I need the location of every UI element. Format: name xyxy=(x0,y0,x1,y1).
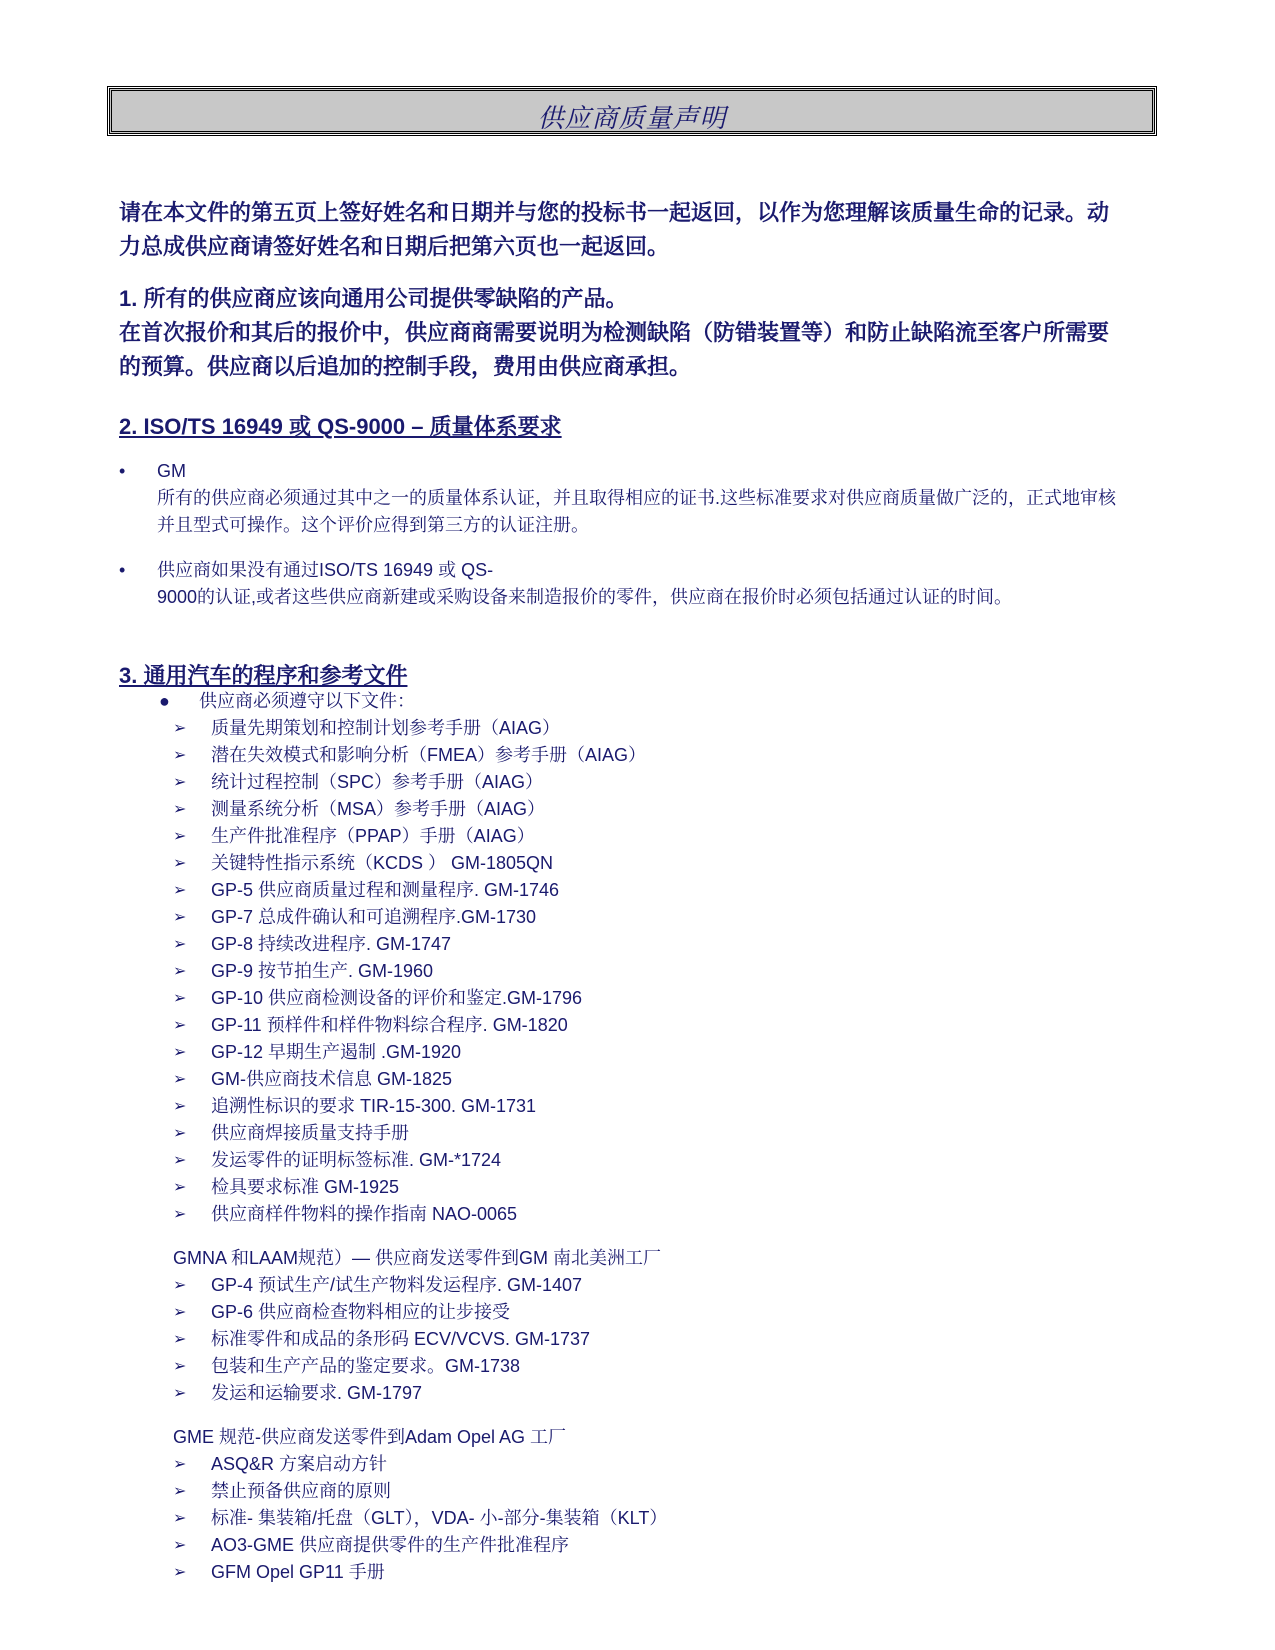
list-item-text: 统计过程控制（SPC）参考手册（AIAG） xyxy=(211,772,544,792)
arrow-bullet-icon: ➢ xyxy=(173,720,187,737)
bullet-dot-icon: • xyxy=(119,461,126,481)
list-item xyxy=(159,715,1139,742)
arrow-bullet-icon: ➢ xyxy=(173,1098,187,1115)
list-item xyxy=(159,958,1139,985)
arrow-bullet-icon: ➢ xyxy=(173,1152,187,1169)
list-item xyxy=(159,1093,1139,1120)
bullet-text: 9000的认证,或者这些供应商新建或采购设备来制造报价的零件，供应商在报价时必须包括通过认证的时间。 xyxy=(157,587,1013,607)
arrow-bullet-icon: ➢ xyxy=(173,1456,187,1473)
list-item xyxy=(159,1012,1139,1039)
arrow-bullet-icon: ➢ xyxy=(173,1510,187,1527)
document-items xyxy=(159,715,1139,1228)
arrow-bullet-icon: ➢ xyxy=(173,936,187,953)
gmna-items xyxy=(159,1272,1139,1407)
page-title: 供应商质量声明 xyxy=(537,103,727,133)
title-box xyxy=(109,88,1155,134)
list-item-text: GFM Opel GP11 手册 xyxy=(211,1562,385,1582)
arrow-bullet-icon: ➢ xyxy=(173,963,187,980)
arrow-bullet-icon: ➢ xyxy=(173,882,187,899)
arrow-bullet-icon: ➢ xyxy=(173,1277,187,1294)
arrow-bullet-icon: ➢ xyxy=(173,1179,187,1196)
intro-paragraph: 请在本文件的第五页上签好姓名和日期并与您的投标书一起返回，以作为您理解该质量生命的记录。动力总成供应商请签好姓名和日期后把第六页也一起返回。 xyxy=(119,200,1110,259)
arrow-bullet-icon: ➢ xyxy=(173,801,187,818)
bullet-dot-icon: ● xyxy=(159,691,170,711)
arrow-bullet-icon: ➢ xyxy=(173,990,187,1007)
list-item-text: GP-7 总成件确认和可追溯程序.GM-1730 xyxy=(211,907,537,927)
section-3-heading: 3. 通用汽车的程序和参考文件 xyxy=(119,663,408,688)
group-heading-gmna: GMNA 和LAAM规范）— 供应商发送零件到GM 南北美洲工厂 xyxy=(173,1248,662,1268)
arrow-bullet-icon: ➢ xyxy=(173,909,187,926)
section-1-heading: 1. 所有的供应商应该向通用公司提供零缺陷的产品。 xyxy=(119,286,628,311)
list-item xyxy=(159,1451,1139,1478)
arrow-bullet-icon: ➢ xyxy=(173,747,187,764)
arrow-bullet-icon: ➢ xyxy=(173,855,187,872)
list-item-text: 标准- 集装箱/托盘（GLT），VDA- 小-部分-集装箱（KLT） xyxy=(211,1508,668,1528)
list-item-text: GP-9 按节拍生产. GM-1960 xyxy=(211,961,434,981)
arrow-bullet-icon: ➢ xyxy=(173,1044,187,1061)
list-item xyxy=(159,1066,1139,1093)
list-item xyxy=(159,1201,1139,1228)
list-item-text: 关键特性指示系统（KCDS ） GM-1805QN xyxy=(211,853,554,873)
list-item xyxy=(159,1505,1139,1532)
list-item-text: GP-12 早期生产遏制 .GM-1920 xyxy=(211,1042,462,1062)
list-item-text: 供应商焊接质量支持手册 xyxy=(211,1123,409,1143)
arrow-bullet-icon: ➢ xyxy=(173,1564,187,1581)
list-item xyxy=(159,904,1139,931)
arrow-bullet-icon: ➢ xyxy=(173,828,187,845)
section-1 xyxy=(119,282,1129,384)
list-item xyxy=(159,1326,1139,1353)
bullet-label: GM xyxy=(157,461,186,481)
arrow-bullet-icon: ➢ xyxy=(173,1017,187,1034)
list-item-text: GP-11 预样件和样件物料综合程序. GM-1820 xyxy=(211,1015,568,1035)
list-item xyxy=(159,1174,1139,1201)
arrow-bullet-icon: ➢ xyxy=(173,1331,187,1348)
list-item xyxy=(159,823,1139,850)
list-item-text: AO3-GME 供应商提供零件的生产件批准程序 xyxy=(211,1535,570,1555)
list-item-text: GP-4 预试生产/试生产物料发运程序. GM-1407 xyxy=(211,1275,583,1295)
list-item-text: GP-5 供应商质量过程和测量程序. GM-1746 xyxy=(211,880,560,900)
arrow-bullet-icon: ➢ xyxy=(173,1125,187,1142)
list-item xyxy=(159,1353,1139,1380)
reference-document-list xyxy=(159,688,1139,1586)
list-item-text: 测量系统分析（MSA）参考手册（AIAG） xyxy=(211,799,546,819)
section-2-heading: 2. ISO/TS 16949 或 QS-9000 – 质量体系要求 xyxy=(119,414,562,439)
list-item xyxy=(159,1532,1139,1559)
bullet-label: 供应商如果没有通过ISO/TS 16949 或 QS- xyxy=(157,560,494,580)
list-lead-text: 供应商必须遵守以下文件： xyxy=(199,691,415,711)
list-item-text: GP-6 供应商检查物料相应的让步接受 xyxy=(211,1302,511,1322)
list-item xyxy=(159,1380,1139,1407)
arrow-bullet-icon: ➢ xyxy=(173,1304,187,1321)
list-item xyxy=(159,877,1139,904)
list-item-text: 追溯性标识的要求 TIR-15-300. GM-1731 xyxy=(211,1096,537,1116)
arrow-bullet-icon: ➢ xyxy=(173,1071,187,1088)
arrow-bullet-icon: ➢ xyxy=(173,1358,187,1375)
list-item-text: 检具要求标准 GM-1925 xyxy=(211,1177,400,1197)
list-item xyxy=(159,769,1139,796)
list-item xyxy=(159,1559,1139,1586)
list-item xyxy=(159,796,1139,823)
list-item xyxy=(159,1120,1139,1147)
list-item-text: GM-供应商技术信息 GM-1825 xyxy=(211,1069,453,1089)
list-item-text: 禁止预备供应商的原则 xyxy=(211,1481,391,1501)
bullet-dot-icon: • xyxy=(119,560,126,580)
bullet-text: 所有的供应商必须通过其中之一的质量体系认证，并且取得相应的证书.这些标准要求对供应商质量做广泛的，正式地审核并且型式可操作。这个评价应得到第三方的认证注册。 xyxy=(157,488,1116,535)
list-item xyxy=(159,742,1139,769)
list-item-text: 生产件批准程序（PPAP）手册（AIAG） xyxy=(211,826,535,846)
list-item-text: 发运零件的证明标签标准. GM-*1724 xyxy=(211,1150,502,1170)
list-item-text: 发运和运输要求. GM-1797 xyxy=(211,1383,423,1403)
gme-items xyxy=(159,1451,1139,1586)
list-item xyxy=(159,1147,1139,1174)
group-heading-gme: GME 规范-供应商发送零件到Adam Opel AG 工厂 xyxy=(173,1427,567,1447)
list-item-text: 供应商样件物料的操作指南 NAO-0065 xyxy=(211,1204,518,1224)
list-item xyxy=(159,931,1139,958)
section-2-bullet-2 xyxy=(119,557,1129,611)
list-item xyxy=(159,1272,1139,1299)
list-item xyxy=(159,1478,1139,1505)
list-lead xyxy=(159,688,1139,715)
list-item-text: 潜在失效模式和影响分析（FMEA）参考手册（AIAG） xyxy=(211,745,647,765)
arrow-bullet-icon: ➢ xyxy=(173,1483,187,1500)
list-item xyxy=(159,850,1139,877)
section-1-body: 在首次报价和其后的报价中，供应商商需要说明为检测缺陷（防错装置等）和防止缺陷流至客户所需要的预算。供应商以后追加的控制手段，费用由供应商承担。 xyxy=(119,320,1110,379)
arrow-bullet-icon: ➢ xyxy=(173,774,187,791)
list-item xyxy=(159,1039,1139,1066)
section-2-bullet-1 xyxy=(119,458,1129,539)
list-item-text: 标准零件和成品的条形码 ECV/VCVS. GM-1737 xyxy=(211,1329,591,1349)
arrow-bullet-icon: ➢ xyxy=(173,1206,187,1223)
list-item xyxy=(159,985,1139,1012)
list-item-text: ASQ&R 方案启动方针 xyxy=(211,1454,388,1474)
arrow-bullet-icon: ➢ xyxy=(173,1537,187,1554)
arrow-bullet-icon: ➢ xyxy=(173,1385,187,1402)
list-item-text: GP-8 持续改进程序. GM-1747 xyxy=(211,934,452,954)
list-item-text: 包装和生产产品的鉴定要求。GM-1738 xyxy=(211,1356,521,1376)
list-item-text: 质量先期策划和控制计划参考手册（AIAG） xyxy=(211,718,561,738)
list-item-text: GP-10 供应商检测设备的评价和鉴定.GM-1796 xyxy=(211,988,583,1008)
list-item xyxy=(159,1299,1139,1326)
